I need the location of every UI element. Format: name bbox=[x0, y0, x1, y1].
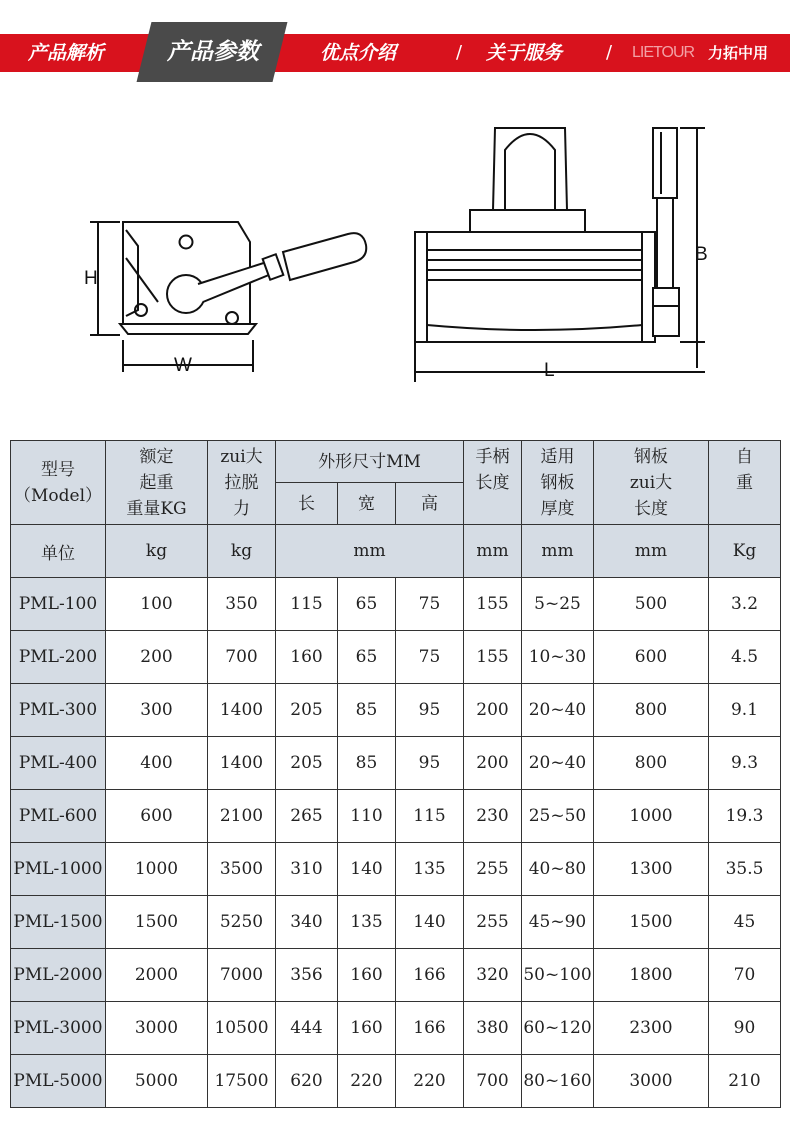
table-cell: 210 bbox=[709, 1055, 781, 1108]
table-cell: 800 bbox=[594, 684, 709, 737]
table-cell: 100 bbox=[106, 578, 208, 631]
table-cell: 10~30 bbox=[522, 631, 594, 684]
table-cell: 65 bbox=[338, 578, 396, 631]
table-cell: 620 bbox=[276, 1055, 338, 1108]
table-cell: 9.3 bbox=[709, 737, 781, 790]
total-height-dim-label: B bbox=[695, 244, 708, 265]
table-cell: 166 bbox=[396, 949, 464, 1002]
table-cell: 1400 bbox=[208, 684, 276, 737]
table-cell: 340 bbox=[276, 896, 338, 949]
table-cell: 200 bbox=[106, 631, 208, 684]
table-cell: 1000 bbox=[106, 843, 208, 896]
model-cell: PML-100 bbox=[11, 578, 106, 631]
table-cell: 5000 bbox=[106, 1055, 208, 1108]
model-cell: PML-300 bbox=[11, 684, 106, 737]
header-text-line: 钢板 bbox=[634, 446, 668, 467]
header-text-line: 长度 bbox=[475, 472, 510, 493]
header-pull-off-force bbox=[208, 441, 276, 525]
model-cell: PML-3000 bbox=[11, 1002, 106, 1055]
header-text-line: 额定 bbox=[139, 446, 174, 467]
table-cell: 45~90 bbox=[522, 896, 594, 949]
model-cell: PML-600 bbox=[11, 790, 106, 843]
table-cell: 200 bbox=[464, 737, 522, 790]
table-cell: 135 bbox=[338, 896, 396, 949]
table-cell: 600 bbox=[594, 631, 709, 684]
unit-cell: mm bbox=[276, 525, 464, 578]
header-text-line: zui大 bbox=[629, 472, 673, 493]
table-cell: 80~160 bbox=[522, 1055, 594, 1108]
table-cell: 70 bbox=[709, 949, 781, 1002]
table-cell: 20~40 bbox=[522, 737, 594, 790]
table-cell: 35.5 bbox=[709, 843, 781, 896]
table-cell: 5250 bbox=[208, 896, 276, 949]
table-cell: 140 bbox=[396, 896, 464, 949]
table-cell: 115 bbox=[396, 790, 464, 843]
header-plate-thickness bbox=[522, 441, 594, 525]
table-row bbox=[11, 790, 781, 843]
table-cell: 230 bbox=[464, 790, 522, 843]
header-text-line: zui大 bbox=[220, 446, 263, 467]
header-model-line2: （Model） bbox=[13, 485, 103, 506]
table-cell: 2000 bbox=[106, 949, 208, 1002]
brand-logo-cn: 力拓中用 bbox=[708, 44, 769, 62]
table-cell: 95 bbox=[396, 737, 464, 790]
table-cell: 155 bbox=[464, 631, 522, 684]
header-model bbox=[11, 441, 106, 525]
table-cell: 205 bbox=[276, 684, 338, 737]
nav-item-advantages[interactable]: 优点介绍 bbox=[320, 42, 397, 64]
table-cell: 95 bbox=[396, 684, 464, 737]
table-cell: 160 bbox=[276, 631, 338, 684]
table-cell: 265 bbox=[276, 790, 338, 843]
table-cell: 60~120 bbox=[522, 1002, 594, 1055]
table-cell: 1000 bbox=[594, 790, 709, 843]
unit-cell: kg bbox=[106, 525, 208, 578]
table-cell: 3000 bbox=[106, 1002, 208, 1055]
table-cell: 85 bbox=[338, 737, 396, 790]
header-text-line: 拉脱 bbox=[224, 472, 259, 493]
table-cell: 1400 bbox=[208, 737, 276, 790]
table-cell: 115 bbox=[276, 578, 338, 631]
table-row bbox=[11, 737, 781, 790]
table-cell: 166 bbox=[396, 1002, 464, 1055]
table-cell: 40~80 bbox=[522, 843, 594, 896]
length-dim-label: L bbox=[544, 360, 555, 381]
nav-item-product-params[interactable]: 产品参数 bbox=[167, 39, 259, 65]
table-cell: 65 bbox=[338, 631, 396, 684]
table-row bbox=[11, 843, 781, 896]
header-text-line: 自 bbox=[736, 446, 753, 467]
table-cell: 255 bbox=[464, 896, 522, 949]
table-cell: 9.1 bbox=[709, 684, 781, 737]
model-cell: PML-5000 bbox=[11, 1055, 106, 1108]
header-plate-length bbox=[594, 441, 709, 525]
unit-row bbox=[11, 525, 781, 578]
table-cell: 310 bbox=[276, 843, 338, 896]
table-cell: 3.2 bbox=[709, 578, 781, 631]
header-text-line: 重量KG bbox=[126, 498, 187, 519]
table-row bbox=[11, 684, 781, 737]
brand-logo-en: LIETOUR bbox=[632, 44, 695, 61]
header-text-line: 长度 bbox=[634, 498, 668, 519]
table-cell: 4.5 bbox=[709, 631, 781, 684]
model-cell: PML-200 bbox=[11, 631, 106, 684]
header-rated-load bbox=[106, 441, 208, 525]
table-cell: 17500 bbox=[208, 1055, 276, 1108]
nav-separator: / bbox=[456, 42, 463, 63]
table-row bbox=[11, 631, 781, 684]
table-cell: 700 bbox=[208, 631, 276, 684]
table-cell: 1500 bbox=[594, 896, 709, 949]
header-text-line: 手柄 bbox=[475, 446, 510, 467]
table-cell: 700 bbox=[464, 1055, 522, 1108]
header-dim-length: 长 bbox=[276, 483, 338, 525]
table-row bbox=[11, 896, 781, 949]
header-text-line: 重 bbox=[736, 472, 753, 493]
model-cell: PML-1000 bbox=[11, 843, 106, 896]
header-dim-height: 高 bbox=[396, 483, 464, 525]
nav-item-product-analysis[interactable]: 产品解析 bbox=[28, 42, 105, 64]
front-view-diagram bbox=[405, 120, 735, 390]
table-cell: 205 bbox=[276, 737, 338, 790]
width-dim-label: W bbox=[174, 355, 192, 376]
unit-cell: Kg bbox=[709, 525, 781, 578]
header-text-line: 起重 bbox=[139, 472, 174, 493]
table-cell: 160 bbox=[338, 1002, 396, 1055]
table-row bbox=[11, 949, 781, 1002]
nav-item-about-service[interactable]: 关于服务 bbox=[486, 42, 563, 64]
table-cell: 1300 bbox=[594, 843, 709, 896]
nav-separator: / bbox=[606, 42, 613, 63]
table-cell: 600 bbox=[106, 790, 208, 843]
header-handle-length bbox=[464, 441, 522, 525]
side-view-diagram bbox=[78, 200, 378, 380]
table-cell: 2300 bbox=[594, 1002, 709, 1055]
table-cell: 220 bbox=[338, 1055, 396, 1108]
table-cell: 140 bbox=[338, 843, 396, 896]
table-cell: 7000 bbox=[208, 949, 276, 1002]
table-cell: 85 bbox=[338, 684, 396, 737]
table-cell: 75 bbox=[396, 578, 464, 631]
table-cell: 356 bbox=[276, 949, 338, 1002]
table-cell: 19.3 bbox=[709, 790, 781, 843]
table-cell: 160 bbox=[338, 949, 396, 1002]
table-cell: 50~100 bbox=[522, 949, 594, 1002]
table-cell: 380 bbox=[464, 1002, 522, 1055]
table-cell: 25~50 bbox=[522, 790, 594, 843]
table-row bbox=[11, 1055, 781, 1108]
unit-label: 单位 bbox=[11, 525, 106, 578]
table-cell: 444 bbox=[276, 1002, 338, 1055]
table-cell: 220 bbox=[396, 1055, 464, 1108]
table-cell: 400 bbox=[106, 737, 208, 790]
table-row bbox=[11, 578, 781, 631]
unit-cell: kg bbox=[208, 525, 276, 578]
table-cell: 10500 bbox=[208, 1002, 276, 1055]
table-cell: 3500 bbox=[208, 843, 276, 896]
table-cell: 110 bbox=[338, 790, 396, 843]
unit-cell: mm bbox=[594, 525, 709, 578]
header-model-line1: 型号 bbox=[41, 459, 75, 480]
table-cell: 5~25 bbox=[522, 578, 594, 631]
header-self-weight bbox=[709, 441, 781, 525]
table-cell: 500 bbox=[594, 578, 709, 631]
table-cell: 3000 bbox=[594, 1055, 709, 1108]
height-dim-label: H bbox=[84, 268, 98, 289]
model-cell: PML-400 bbox=[11, 737, 106, 790]
table-cell: 2100 bbox=[208, 790, 276, 843]
model-cell: PML-2000 bbox=[11, 949, 106, 1002]
table-cell: 255 bbox=[464, 843, 522, 896]
header-text-line: 厚度 bbox=[540, 498, 575, 519]
table-cell: 135 bbox=[396, 843, 464, 896]
table-cell: 800 bbox=[594, 737, 709, 790]
table-cell: 1800 bbox=[594, 949, 709, 1002]
header-text-line: 适用 bbox=[540, 446, 575, 467]
top-nav-bar bbox=[0, 34, 790, 72]
header-dim-width: 宽 bbox=[338, 483, 396, 525]
header-text-line: 力 bbox=[233, 498, 250, 519]
unit-cell: mm bbox=[522, 525, 594, 578]
table-cell: 20~40 bbox=[522, 684, 594, 737]
header-dimensions: 外形尺寸MM bbox=[276, 441, 464, 483]
table-row bbox=[11, 1002, 781, 1055]
table-cell: 75 bbox=[396, 631, 464, 684]
table-cell: 90 bbox=[709, 1002, 781, 1055]
table-cell: 1500 bbox=[106, 896, 208, 949]
table-cell: 320 bbox=[464, 949, 522, 1002]
model-cell: PML-1500 bbox=[11, 896, 106, 949]
spec-table bbox=[10, 440, 781, 1108]
table-cell: 200 bbox=[464, 684, 522, 737]
table-cell: 155 bbox=[464, 578, 522, 631]
unit-cell: mm bbox=[464, 525, 522, 578]
table-cell: 45 bbox=[709, 896, 781, 949]
table-cell: 350 bbox=[208, 578, 276, 631]
table-cell: 300 bbox=[106, 684, 208, 737]
header-text-line: 钢板 bbox=[540, 472, 575, 493]
